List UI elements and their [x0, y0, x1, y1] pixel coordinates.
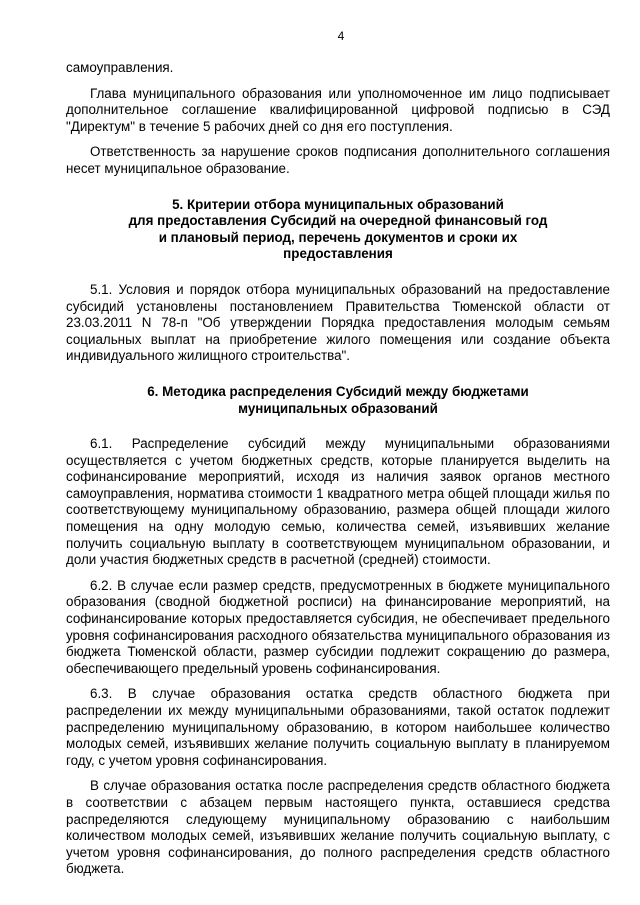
paragraph-6-3-remainder: В случае образования остатка после распределения средств областного бюджета в соответствии с абзацем первым настоящего пункта, оставшиеся средства распределяются следующему муниципальному образованию с наибольшим количеством молодых семей, изъявивших желание получить социальную выплату, с учетом уровня софинансирования, до полного распределения средств областного бюджета.: [66, 778, 610, 877]
paragraph-responsibility: Ответственность за нарушение сроков подписания дополнительного соглашения несет муниципальное образование.: [66, 144, 610, 176]
paragraph-5-1: 5.1. Условия и порядок отбора муниципальных образований на предоставление субсидий установлены постановлением Правительства Тюменской области от 23.03.2011 N 78-п "Об утверждении Порядка предоставления молодым семьям социальных выплат на приобретение жилого помещения или создание объекта индивидуального жилищного строительства".: [66, 281, 610, 364]
section-6-heading-line: муниципальных образований: [238, 400, 438, 416]
paragraph-continuation: самоуправления.: [66, 60, 174, 75]
paragraph-6-1: 6.1. Распределение субсидий между муниципальными образованиями осуществляется с учетом бюджетных средств, которые планируется выделить на софинансирование мероприятий, исходя из наличия заявок органов местного самоуправления, норматива стоимости 1 квадратного метра общей площади жилья по соответствующему муниципальному образованию, размера общей площади жилого помещения на одну молодую семью, количества семей, изъявивших желание получить социальную выплату в соответствующем муниципальном образовании, и доли участия бюджетных средств в расчетной (средней) стоимости.: [66, 436, 610, 568]
section-5-heading-line: предоставления: [283, 246, 393, 262]
section-5-heading-line: для предоставления Субсидий на очередной финансовый год: [128, 213, 548, 229]
paragraph-signing: Глава муниципального образования или уполномоченное им лицо подписывает дополнительное соглашение квалифицированной цифровой подписью в СЭД "Директум" в течение 5 рабочих дней со дня его поступления.: [66, 85, 610, 134]
section-5-heading-line: и плановый период, перечень документов и сроки их: [158, 229, 518, 245]
paragraph-6-2: 6.2. В случае если размер средств, предусмотренных в бюджете муниципального образования (сводной бюджетной росписи) на финансирование мероприятий, на софинансирование которых предоставляется субсидия, не обеспечивает предельного уровня софинансирования расходного обязательства муниципального образования из бюджета Тюменской области, размер субсидии подлежит сокращению до размера, обеспечивающего предельный уровень софинансирования.: [66, 577, 610, 676]
section-6-heading-line: 6. Методика распределения Субсидий между бюджетами: [147, 383, 529, 399]
section-5-heading-line: 5. Критерии отбора муниципальных образований: [172, 196, 504, 212]
paragraph-6-3: 6.3. В случае образования остатка средств областного бюджета при распределении их между муниципальными образованиями, такой остаток подлежит распределению муниципальному образованию, в котором наибольшее количество молодых семей, изъявивших желание получить социальную выплату в планируемом году, с учетом уровня софинансирования.: [66, 686, 610, 768]
section-5-heading: [66, 197, 610, 263]
page-number: 4: [337, 29, 345, 43]
section-6-heading: [66, 384, 610, 417]
